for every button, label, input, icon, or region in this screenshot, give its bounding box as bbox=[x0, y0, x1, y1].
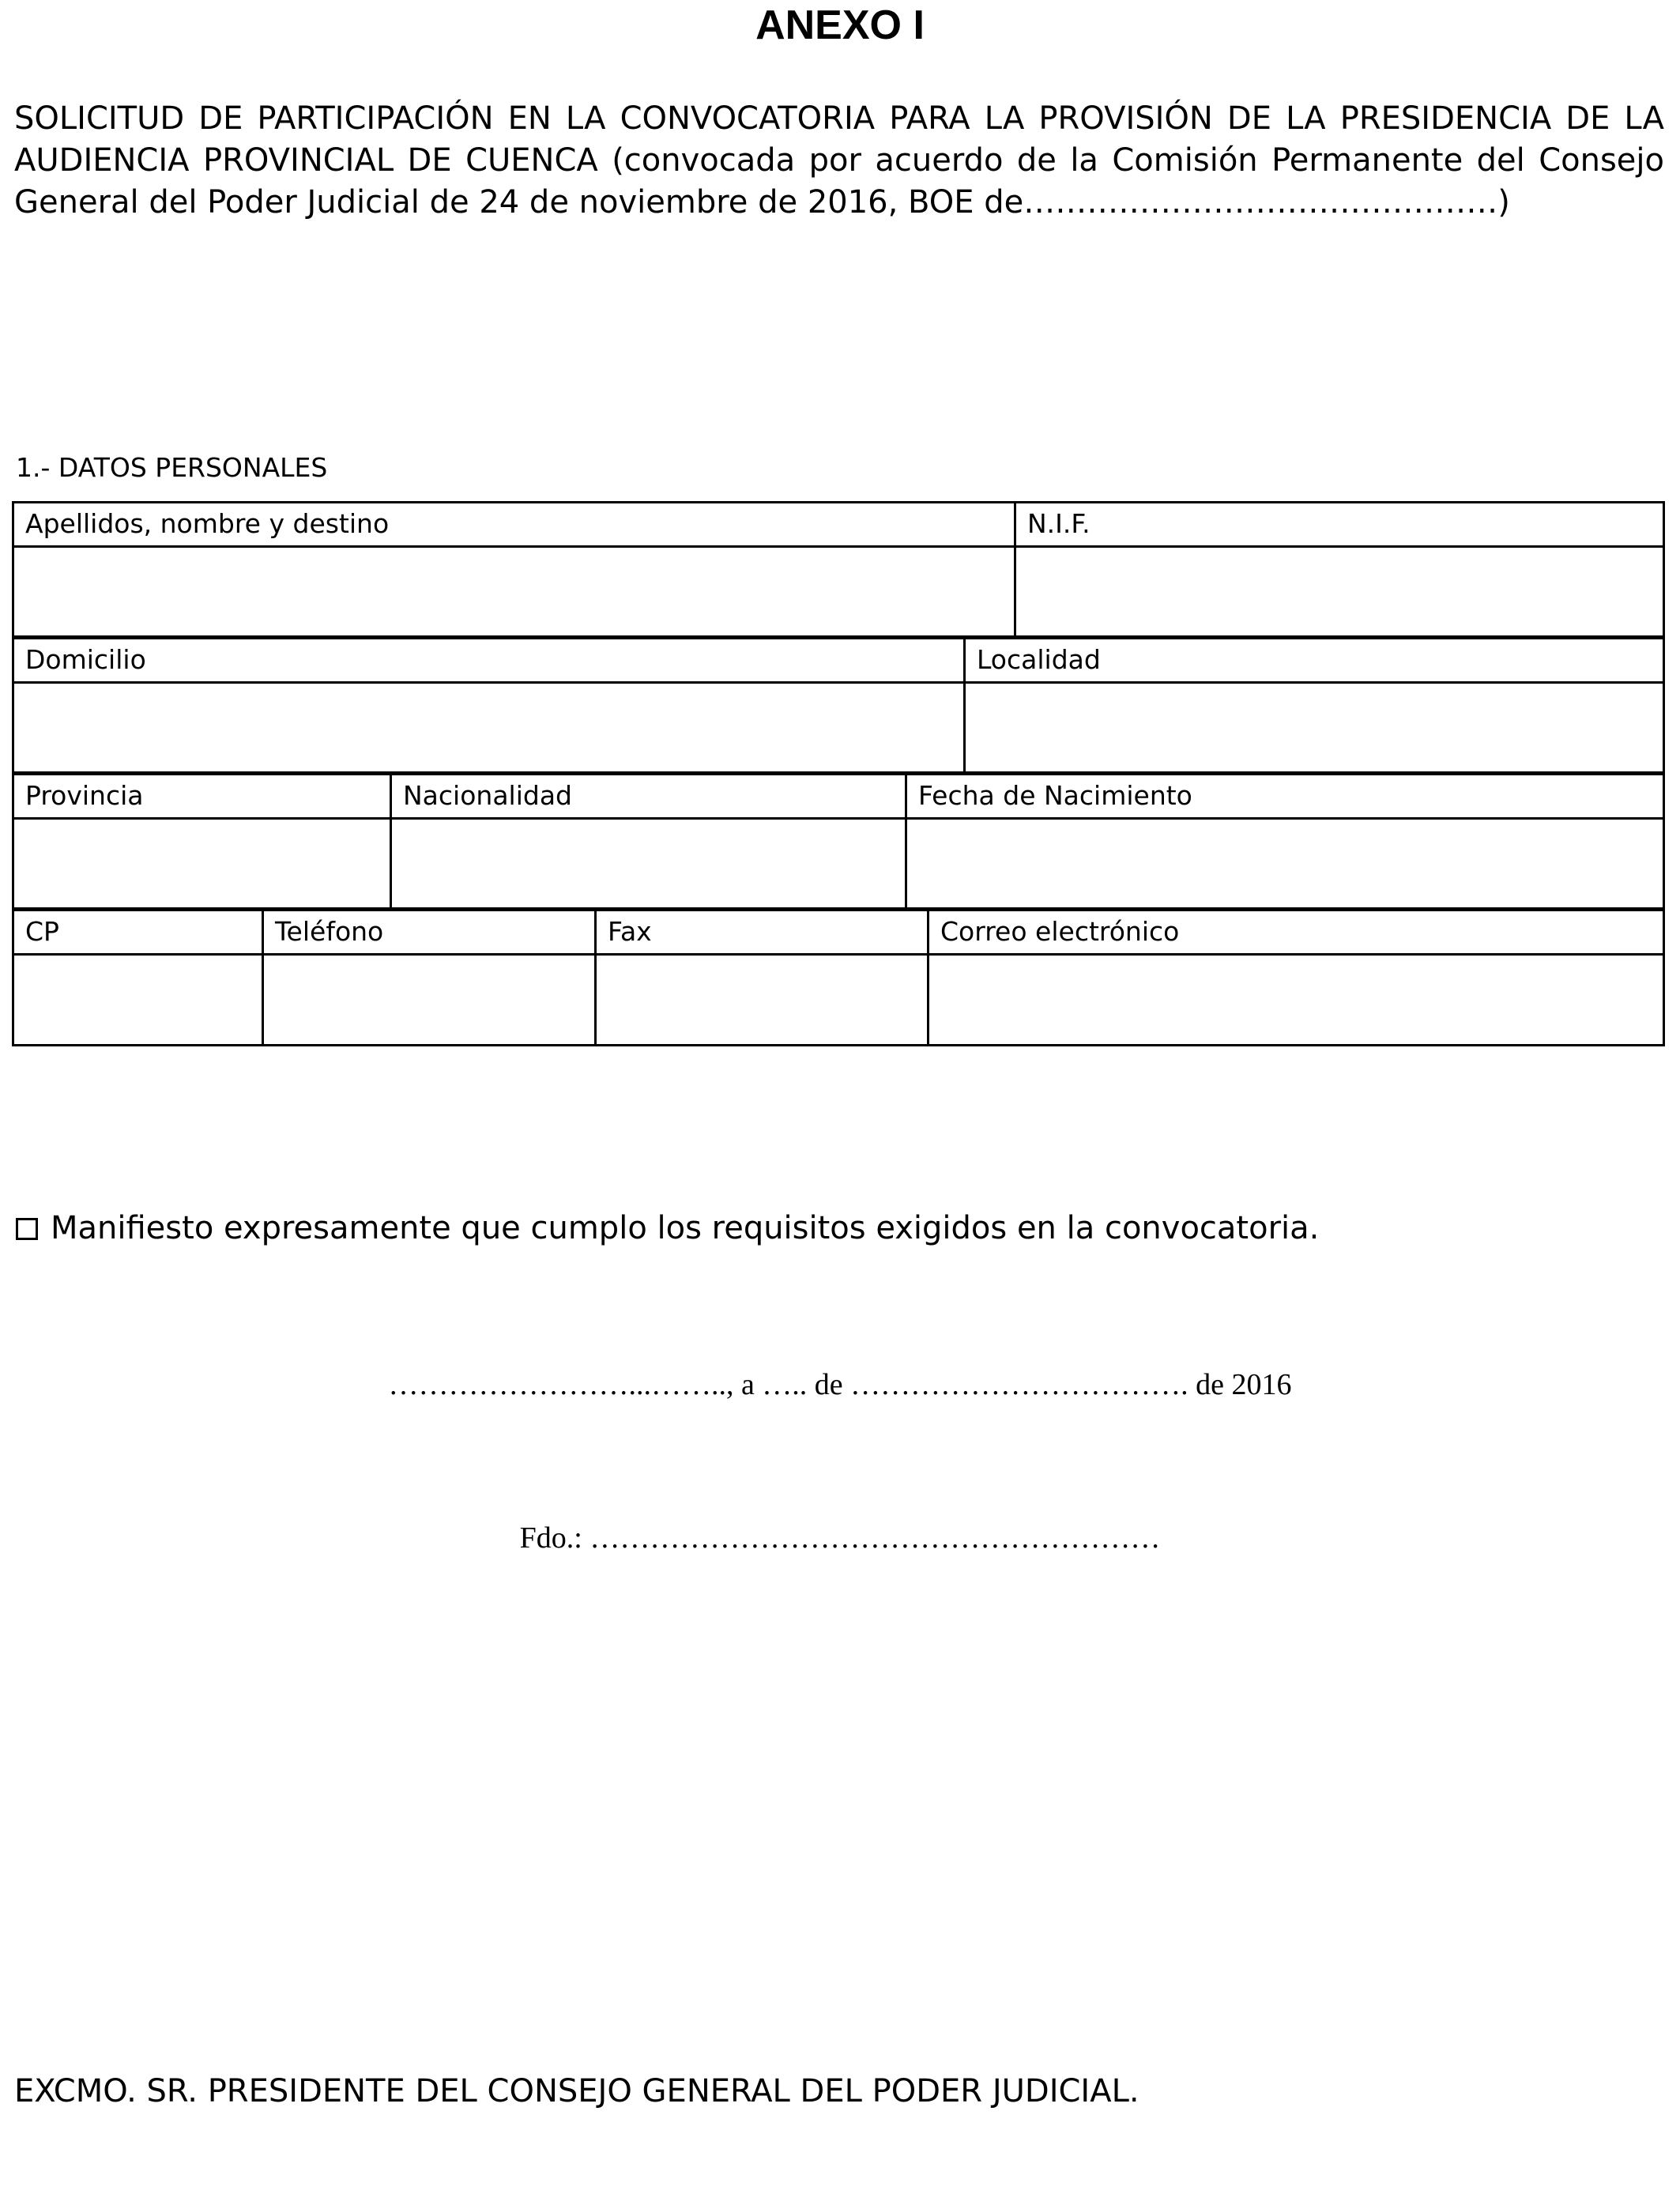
document-title: ANEXO I bbox=[755, 2, 925, 48]
form-row-contact bbox=[12, 909, 1665, 1046]
nationality-label-cell bbox=[392, 775, 907, 817]
section-heading-personal-data: 1.- DATOS PERSONALES bbox=[16, 452, 328, 483]
province-field[interactable] bbox=[14, 820, 392, 910]
fax-label-cell bbox=[597, 911, 929, 953]
birthdate-label-cell bbox=[907, 775, 1663, 817]
birthdate-field[interactable] bbox=[907, 820, 1663, 910]
form-row-province-nationality-birthdate bbox=[12, 773, 1665, 910]
name-label: Apellidos, nombre y destino bbox=[25, 508, 390, 539]
address-field[interactable] bbox=[14, 684, 966, 774]
requirements-checkbox[interactable] bbox=[16, 1218, 38, 1240]
postcode-label: CP bbox=[25, 916, 59, 947]
postcode-field[interactable] bbox=[14, 956, 264, 1046]
fax-field[interactable] bbox=[597, 956, 929, 1046]
requirements-declaration bbox=[16, 1208, 1319, 1249]
postcode-label-cell bbox=[14, 911, 264, 953]
nationality-field[interactable] bbox=[392, 820, 907, 910]
addressee: EXCMO. SR. PRESIDENTE DEL CONSEJO GENERAL DEL PODER JUDICIAL. bbox=[14, 2073, 1139, 2109]
city-field[interactable] bbox=[966, 684, 1663, 774]
name-label-cell bbox=[14, 503, 1016, 545]
form-row-address-city bbox=[12, 637, 1665, 774]
phone-label: Teléfono bbox=[275, 916, 384, 947]
nif-label-cell bbox=[1016, 503, 1663, 545]
province-label-cell bbox=[14, 775, 392, 817]
province-label: Provincia bbox=[25, 780, 144, 811]
address-label: Domicilio bbox=[25, 644, 146, 675]
birthdate-label: Fecha de Nacimiento bbox=[918, 780, 1192, 811]
form-row-name-nif bbox=[12, 501, 1665, 638]
email-label: Correo electrónico bbox=[940, 916, 1180, 947]
nationality-label: Nacionalidad bbox=[403, 780, 573, 811]
city-label-cell bbox=[966, 639, 1663, 681]
city-label: Localidad bbox=[977, 644, 1101, 675]
name-field[interactable] bbox=[14, 548, 1016, 638]
address-label-cell bbox=[14, 639, 966, 681]
nif-field[interactable] bbox=[1016, 548, 1663, 638]
email-field[interactable] bbox=[929, 956, 1663, 1046]
requirements-declaration-text: Manifiesto expresamente que cumplo los requisitos exigidos en la convocatoria. bbox=[51, 1210, 1320, 1246]
nif-label: N.I.F. bbox=[1027, 508, 1090, 539]
fax-label: Fax bbox=[608, 916, 652, 947]
email-label-cell bbox=[929, 911, 1663, 953]
place-date-line: ……………………...…….., a ….. de ……………………………. de 2016 bbox=[388, 1368, 1292, 1401]
signature-line: Fdo.: ………………………………………………… bbox=[519, 1521, 1161, 1555]
application-intro: SOLICITUD DE PARTICIPACIÓN EN LA CONVOCATORIA PARA LA PROVISIÓN DE LA PRESIDENCIA DE LA AUDIENCIA PROVINCIAL DE CUENCA (convocada por acuerdo de la Comisión Permanente del Consejo General del Poder Judicial de 24 de noviembre de 2016, BOE de………………………………………) bbox=[14, 100, 1664, 221]
phone-field[interactable] bbox=[264, 956, 597, 1046]
phone-label-cell bbox=[264, 911, 597, 953]
